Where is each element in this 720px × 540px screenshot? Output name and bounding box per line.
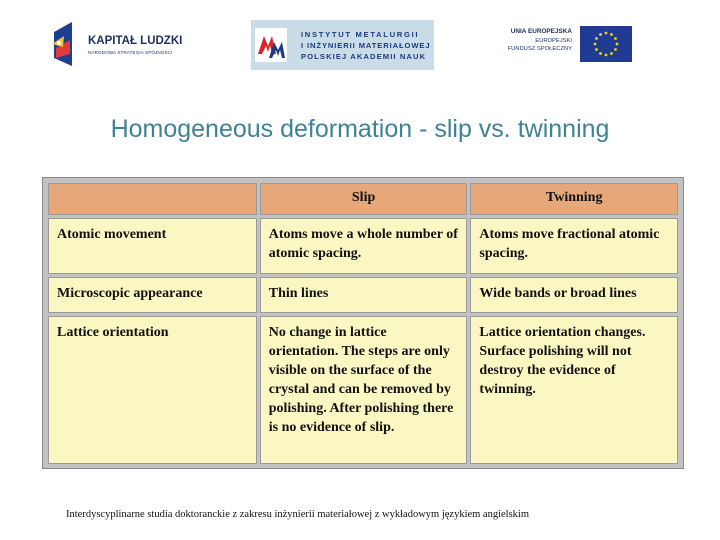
- twinning-cell: Atoms move fractional atomic spacing.: [470, 218, 678, 274]
- slip-cell: Atoms move a whole number of atomic spacing.: [260, 218, 468, 274]
- footer-text: Interdyscyplinarne studia doktoranckie z zakresu inżynierii materiałowej z wykładowym językiem angielskim: [66, 509, 530, 520]
- header-cell-slip: Slip: [260, 183, 468, 215]
- institute-line-2: I INŻYNIERII MATERIAŁOWEJ: [301, 41, 431, 50]
- header-cell-twinning: Twinning: [470, 183, 678, 215]
- institute-logo-icon: [255, 28, 287, 62]
- kapital-ludzki-logo: [50, 20, 195, 70]
- eu-line-3: FUNDUSZ SPOŁECZNY: [507, 46, 572, 52]
- kapital-ludzki-subtitle: NARODOWA STRATEGIA SPÓJNOŚCI: [88, 50, 173, 55]
- institute-logo: [251, 20, 434, 70]
- eu-logo: [498, 24, 634, 64]
- row-label: Atomic movement: [48, 218, 257, 274]
- eu-line-1: UNIA EUROPEJSKA: [510, 28, 572, 35]
- table-row: [48, 218, 678, 274]
- table-row: [48, 277, 678, 313]
- table-header-row: [48, 183, 678, 215]
- institute-line-3: POLSKIEJ AKADEMII NAUK: [301, 52, 427, 61]
- twinning-cell: Lattice orientation changes. Surface polishing will not destroy the evidence of twinning.: [470, 316, 678, 464]
- kapital-ludzki-logo-icon: [50, 20, 80, 68]
- row-label: Lattice orientation: [48, 316, 257, 464]
- row-label: Microscopic appearance: [48, 277, 257, 313]
- slip-cell: Thin lines: [260, 277, 468, 313]
- institute-line-1: INSTYTUT METALURGII: [301, 30, 420, 39]
- eu-flag-icon: [580, 26, 632, 62]
- twinning-cell: Wide bands or broad lines: [470, 277, 678, 313]
- header-cell-empty: [48, 183, 257, 215]
- slip-cell: No change in lattice orientation. The steps are only visible on the surface of the crystal and can be removed by polishing. After polishing there is no evidence of slip.: [260, 316, 468, 464]
- eu-line-2: EUROPEJSKI: [535, 38, 572, 44]
- comparison-table: [42, 177, 684, 469]
- kapital-ludzki-title: KAPITAŁ LUDZKI: [88, 35, 183, 47]
- slide-title: Homogeneous deformation - slip vs. twinning: [110, 115, 610, 143]
- table-row: [48, 316, 678, 464]
